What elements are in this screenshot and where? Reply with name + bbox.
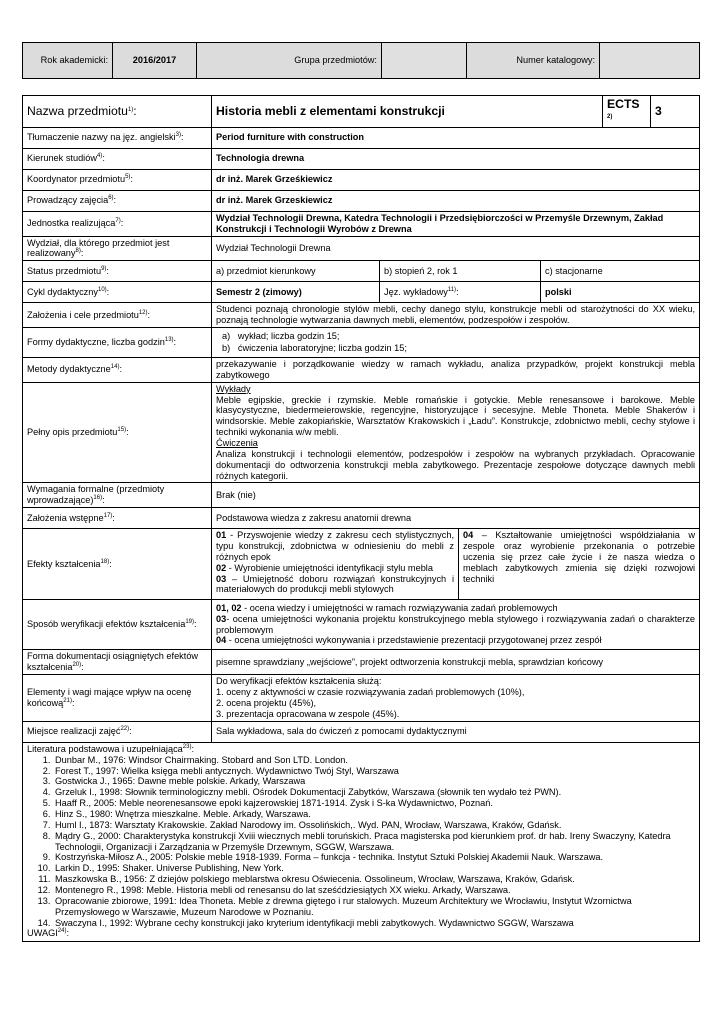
field-of-study-label: Kierunek studiów$^{4)}$:	[23, 148, 212, 169]
academic-year-value: 2016/2017	[113, 43, 197, 79]
ects-value: 3	[651, 96, 700, 128]
exercises-heading: Ćwiczenia	[216, 437, 258, 448]
subject-group-value	[382, 43, 467, 79]
status-value-b: b) stopień 2, rok 1	[380, 261, 541, 282]
cycle-value: Semestr 2 (zimowy)	[212, 282, 380, 303]
list-item: 9. Kostrzyńska-Miłosz A., 2005: Polskie meble 1918-1939. Forma – funkcja - technika. Instytut Sztuki Polskiej Akademii Nauk. Warszawa.	[53, 852, 695, 863]
outcomes-left: 01 - Przyswojenie wiedzy z zakresu cech stylistycznych, typu konstrukcji, zdobnictwa w odniesieniu do mebli z różnych epok 02 - Wyrobienie umiejętności identyfikacji stylu mebla 03 – Umiejętność doboru rozwiązań konstrukcyjnych i materiałowych do produkcji mebli stylowych	[212, 529, 459, 600]
course-name-value: Historia mebli z elementami konstrukcji	[212, 96, 603, 128]
verification-value: 01, 02 - ocena wiedzy i umiejętności w ramach rozwiązywania zadań problemowych 03- ocena umiejętności wykonania projektu konstrukcyjnego mebla stylowego i rozwiązywania zadań o charakterze problemowym 04 - ocena umiejętności wykonywania i przedstawienie prezentacji przygotowanej przez zespół	[212, 600, 700, 650]
faculty-value: Wydział Technologii Drewna	[212, 236, 700, 261]
coordinator-value: dr inż. Marek Grześkiewicz	[212, 169, 700, 190]
language-label: Jęz. wykładowy$^{11)}$:	[380, 282, 541, 303]
coordinator-label: Koordynator przedmiotu$^{5)}$:	[23, 169, 212, 190]
documentation-value: pisemne sprawdziany „wejściowe”, projekt odtworzenia konstrukcji mebla, sprawdzian końcowy	[212, 650, 700, 675]
lecturer-value: dr inż. Marek Grzeskiewicz	[212, 190, 700, 211]
catalog-header-table	[22, 42, 700, 79]
prerequisites-value: Podstawowa wiedza z zakresu anatomii drewna	[212, 508, 700, 529]
subject-group-label: Grupa przedmiotów:	[197, 43, 382, 79]
list-item: 1. Dunbar M., 1976: Windsor Chairmaking. Stobard and Son LTD. London.	[53, 755, 695, 766]
ects-label: ECTS $^{2)}$	[603, 96, 651, 128]
location-label: Miejsce realizacji zajęć$^{22)}$:	[23, 721, 212, 742]
grading-value: Do weryfikacji efektów kształcenia służą: 1. oceny z aktywności w czasie rozwiązywania zadań problemowych (10%), 2. ocena projektu (45%), 3. prezentacja opracowana w zespole (45%).	[212, 674, 700, 721]
list-item: 8. Mądry G., 2000: Charakterystyka konstrukcji Xviii wiecznych mebli toruńskich. Praca magisterska pod kierunkiem prof. dr hab. Ireny Swaczyny, Katedra Technologii, Organizacji i Zarządzania w Przemyśle Drzewnym, SGGW, Warszawa.	[53, 831, 695, 853]
forms-label: Formy dydaktyczne, liczba godzin$^{13)}$:	[23, 327, 212, 357]
lecturer-label: Prowadzący zajęcia$^{6)}$:	[23, 190, 212, 211]
list-item: 12. Montenegro R., 1998: Meble. Historia mebli od renesansu do lat sześćdziesiątych XX wieku. Arkady, Warszawa.	[53, 885, 695, 896]
requirements-value: Brak (nie)	[212, 483, 700, 508]
requirements-label: Wymagania formalne (przedmioty wprowadzające)$^{16)}$:	[23, 483, 212, 508]
list-item: 13. Opracowanie zbiorowe, 1991: Idea Thoneta. Meble z drewna giętego i rur stalowych. Muzeum Architektury we Wrocławiu, Instytut Wzornictwa Przemysłowego w Warszawie, Muzeum Narodowe w Poznaniu.	[53, 896, 695, 918]
lectures-heading: Wykłady	[216, 383, 251, 394]
list-item: 10. Larkin D., 1995: Shaker. Universe Publishing, New York.	[53, 863, 695, 874]
verification-label: Sposób weryfikacji efektów kształcenia$^{19)}$:	[23, 600, 212, 650]
unit-value: Wydział Technologii Drewna, Katedra Technologii i Przedsiębiorczości w Przemyśle Drzewnym, Zakład Konstrukcji i Technologii Wyrobów z Drewna	[212, 211, 700, 236]
location-value: Sala wykładowa, sala do ćwiczeń z pomocami dydaktycznymi	[212, 721, 700, 742]
academic-year-label: Rok akademicki:	[23, 43, 113, 79]
course-name-label: Nazwa przedmiotu$^{1)}$:	[23, 96, 212, 128]
status-value-c: c) stacjonarne	[541, 261, 700, 282]
catalog-number-label: Numer katalogowy:	[467, 43, 600, 79]
description-label: Pełny opis przedmiotu$^{15)}$:	[23, 382, 212, 483]
field-of-study-value: Technologia drewna	[212, 148, 700, 169]
unit-label: Jednostka realizująca$^{7)}$:	[23, 211, 212, 236]
list-item: 5. Haaff R., 2005: Meble neorenesansowe epoki kajzerowskiej 1871-1914. Zysk i S-ka Wydawnictwo, Poznań.	[53, 798, 695, 809]
outcomes-label: Efekty kształcenia$^{18)}$:	[23, 529, 212, 600]
methods-value: przekazywanie i porządkowanie wiedzy w ramach wykładu, analiza przypadków, projekt konstrukcji mebla zabytkowego	[212, 357, 700, 382]
english-name-label: Tłumaczenie nazwy na jęz. angielski$^{3)}$:	[23, 127, 212, 148]
language-value: polski	[541, 282, 700, 303]
objectives-label: Założenia i cele przedmiotu$^{12)}$:	[23, 303, 212, 328]
catalog-number-value	[600, 43, 700, 79]
list-item: 4. Grzeluk I., 1998: Słownik terminologiczny mebli. Ośrodek Dokumentacji Zabytków, Warszawa (słownik ten wydało też PWN).	[53, 787, 695, 798]
list-item: 14. Swaczyna I., 1992: Wybrane cechy konstrukcji jako kryterium identyfikacji mebli zabytkowych. Wydawnictwo SGGW, Warszawa	[53, 918, 695, 929]
prerequisites-label: Założenia wstępne$^{17)}$:	[23, 508, 212, 529]
literature-list	[27, 755, 695, 929]
forms-value: a) wykład; liczba godzin 15; b) ćwiczenia laboratoryjne; liczba godzin 15;	[212, 327, 700, 357]
list-item: 7. Huml I., 1873: Warsztaty Krakowskie. Zakład Narodowy im. Ossolińskich,. Wyd. PAN, Wrocław, Warszawa, Kraków, Gdańsk.	[53, 820, 695, 831]
exercises-text: Analiza konstrukcji i technologii elementów, podzespołów i zespołów na wybranych przykładach. Opracowanie dokumentacji do odtworzenia konstrukcji mebla zabytkowego. Prezentacje zespołowe dotyczące dawnych mebli różnych kategorii.	[216, 448, 696, 481]
literature-section	[23, 742, 700, 941]
list-item: 3. Gostwicka J., 1965: Dawne meble polskie. Arkady, Warszawa	[53, 776, 695, 787]
remarks-label: UWAGI$^{24)}$:	[27, 928, 70, 939]
list-item: 11. Maszkowska B., 1956: Z dziejów polskiego meblarstwa okresu Oświecenia. Ossolineum, Wrocław, Warszawa, Kraków, Gdańsk.	[53, 874, 695, 885]
list-item: 6. Hinz S., 1980: Wnętrza mieszkalne. Meble. Arkady, Warszawa.	[53, 809, 695, 820]
faculty-label: Wydział, dla którego przedmiot jest realizowany$^{8)}$:	[23, 236, 212, 261]
lectures-text: Meble egipskie, greckie i rzymskie. Meble romańskie i gotyckie. Meble renesansowe i barokowe. Meble klasycystyczne, biedermeierowskie, regencyjne, historyzujące i secesyjne. Meble Thoneta. Meble Shakerów i windsorskie. Meble zakopiańskie, Warsztatów Krakowskich i „Ładu”. Konstrukcje, zdobnictwo mebli, cechy stylowe i techniki wykonania w/w mebli.	[216, 394, 696, 438]
documentation-label: Forma dokumentacji osiągniętych efektów kształcenia$^{20)}$:	[23, 650, 212, 675]
description-value	[212, 382, 700, 483]
methods-label: Metody dydaktyczne$^{14)}$:	[23, 357, 212, 382]
english-name-value: Period furniture with construction	[212, 127, 700, 148]
list-item: 2. Forest T., 1997: Wielka księga mebli antycznych. Wydawnictwo Twój Styl, Warszawa	[53, 766, 695, 777]
grading-label: Elementy i wagi mające wpływ na ocenę końcową$^{21)}$:	[23, 674, 212, 721]
status-value-a: a) przedmiot kierunkowy	[212, 261, 380, 282]
objectives-value: Studenci poznają chronologie stylów mebli, cechy danego stylu, konstrukcje mebli od starożytności do XX wieku, poznają technologie wytwarzania dawnych mebli, elementów, podzespołów i zespołów.	[212, 303, 700, 328]
cycle-label: Cykl dydaktyczny$^{10)}$:	[23, 282, 212, 303]
syllabus-table	[22, 95, 700, 942]
literature-label: Literatura podstawowa i uzupełniająca$^{23)}$:	[27, 743, 195, 754]
outcomes-right: 04 – Kształtowanie umiejętności współdziałania w zespole oraz wyrobienie przekonania o potrzebie uczenia się przez całe życie i że nasza wiedza o meblach zabytkowych zmienia się dzięki rozwojowi techniki	[459, 529, 700, 600]
status-label: Status przedmiotu$^{9)}$:	[23, 261, 212, 282]
